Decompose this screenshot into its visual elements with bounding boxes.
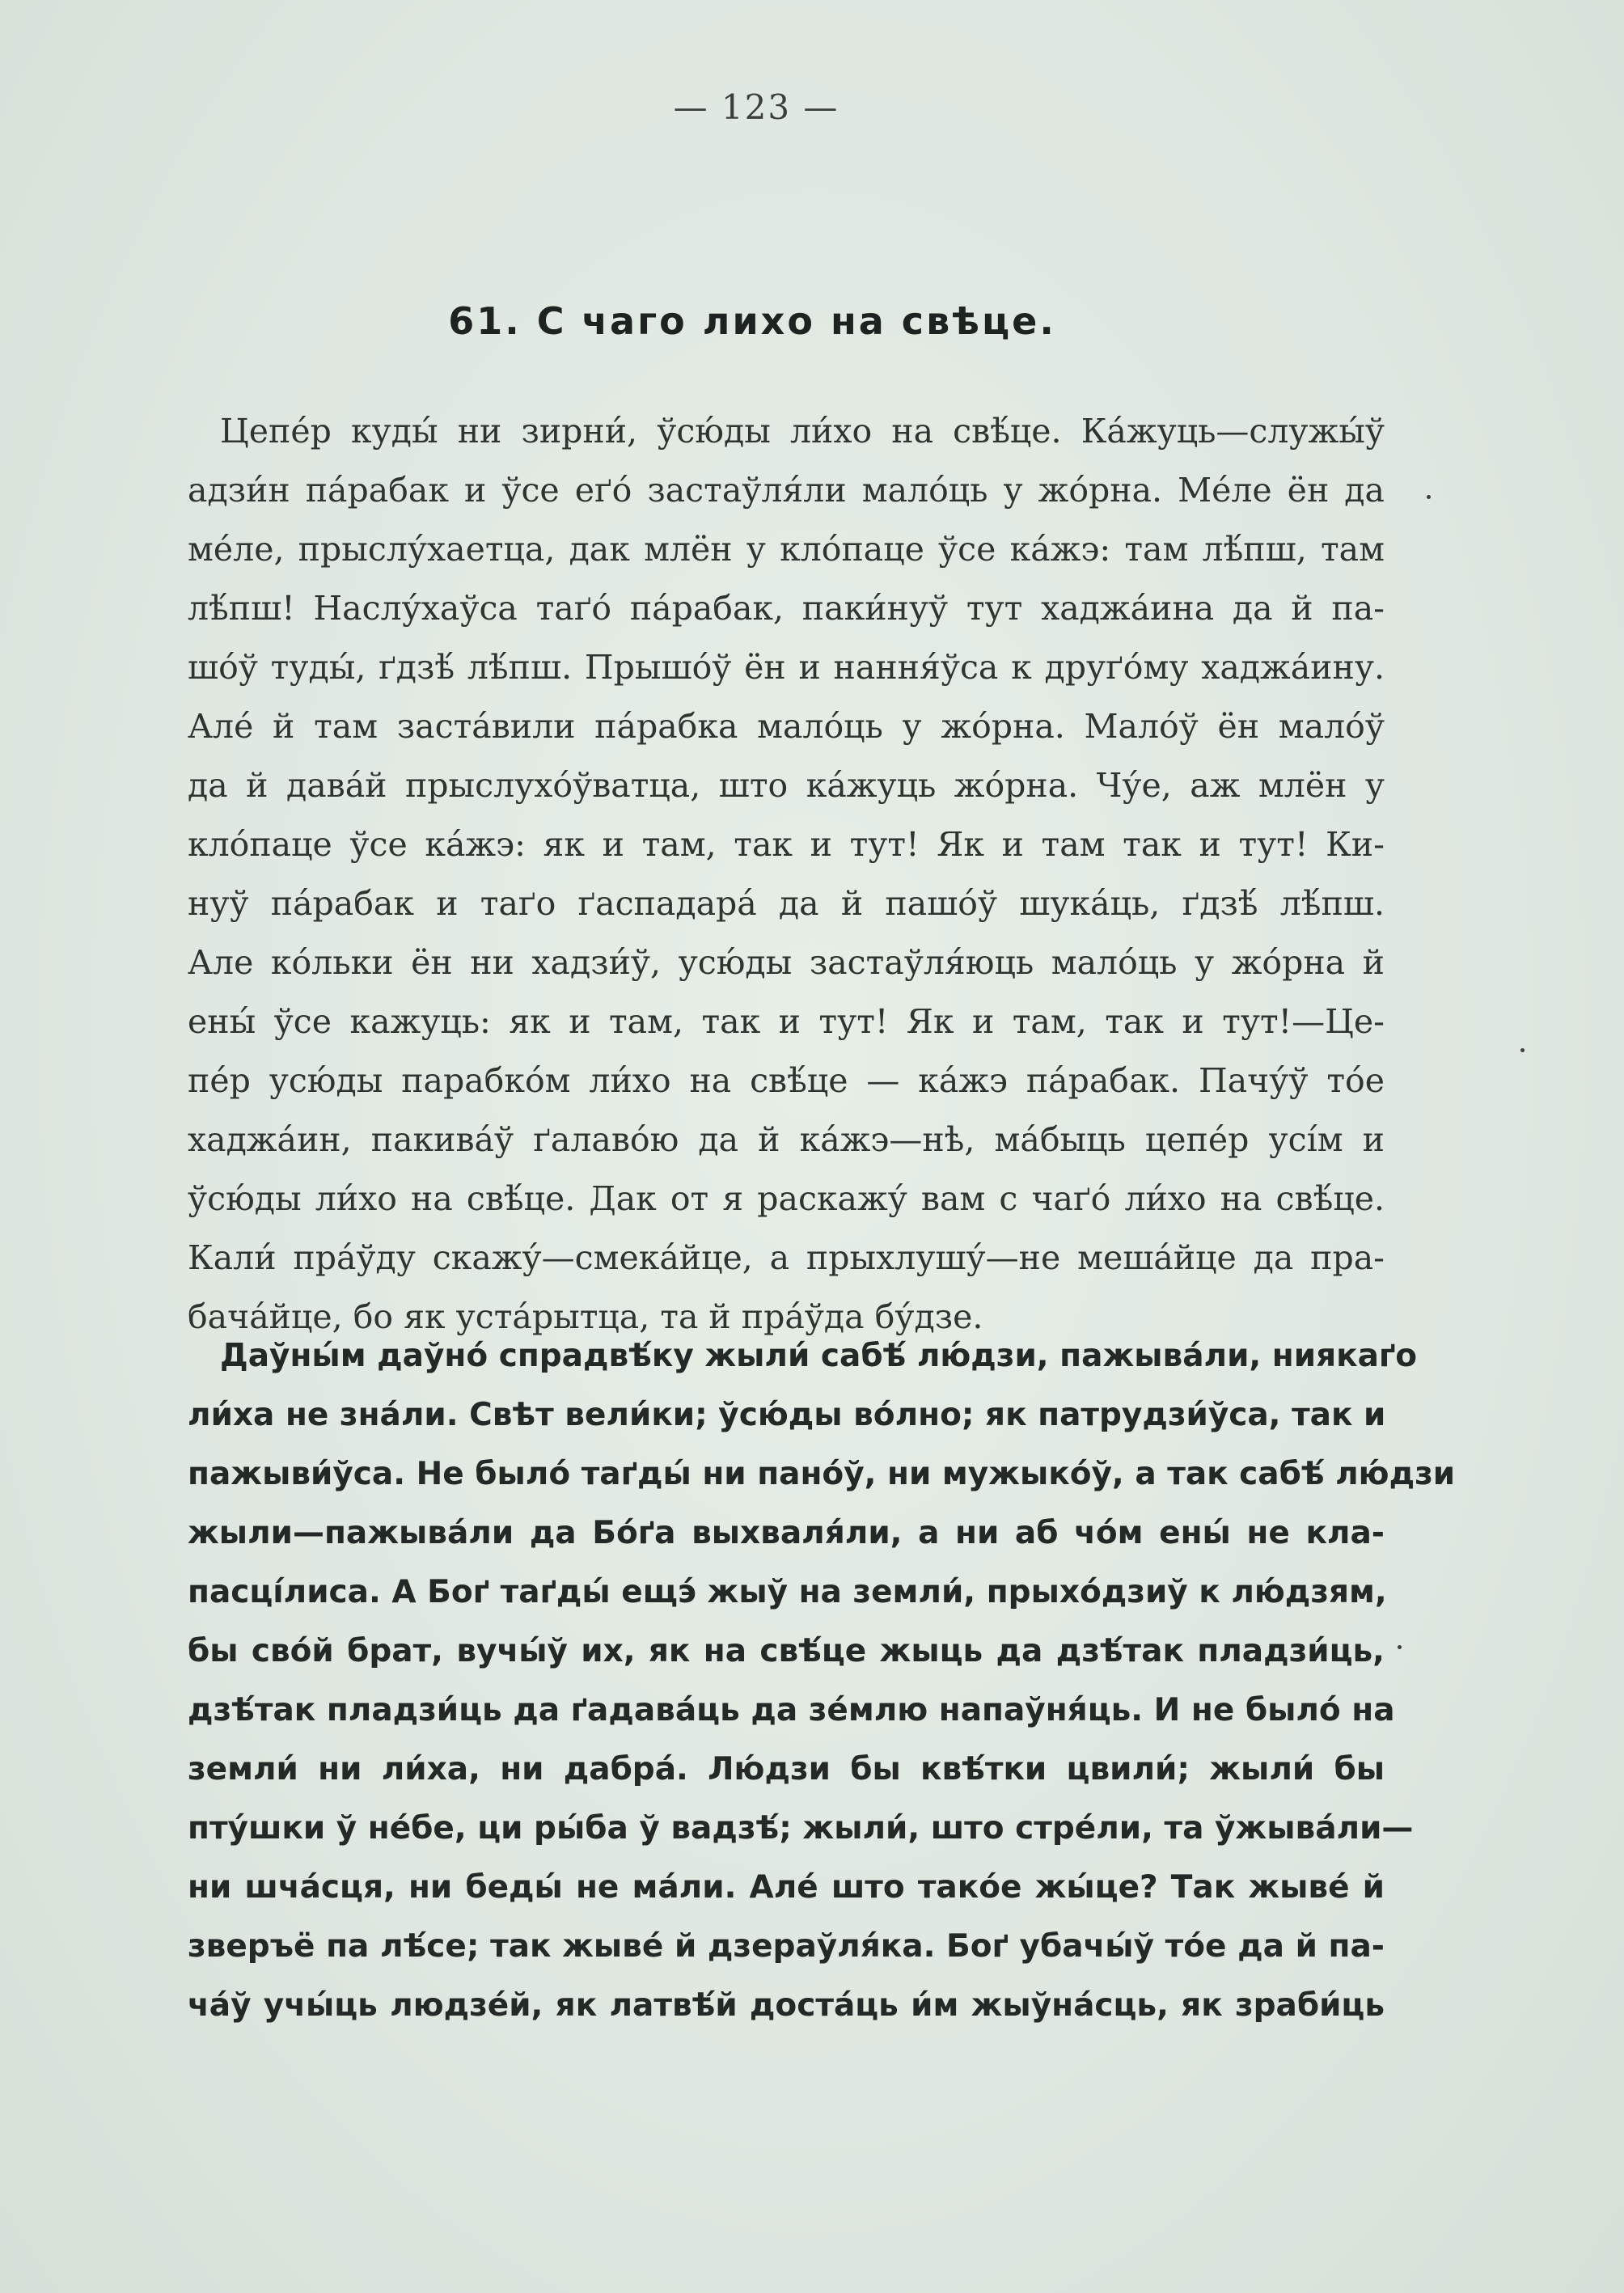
text-line: адзи́н па́рабак и ўсе еґо́ застаўля́ли мало́ць у жо́рна. Ме́ле ён да <box>188 471 1385 510</box>
text-line: земли́ ни ли́ха, ни дабра́. Лю́дзи бы квѣ́тки цвили́; жыли́ бы <box>188 1751 1385 1787</box>
text-line: пе́р усю́ды парабко́м ли́хо на свѣ́це — ка́жэ па́рабак. Пачу́ў то́е <box>188 1061 1385 1100</box>
ink-speck <box>1398 1645 1402 1649</box>
text-line: шо́ў туды́, ґдзѣ́ лѣ́пш. Прышо́ў ён и нання́ўса к друґо́му хаджа́ину. <box>188 648 1385 687</box>
text-line: ме́ле, прыслу́хаетца, дак млён у кло́паце ўсе ка́жэ: там лѣ́пш, там <box>188 530 1385 569</box>
text-line: пту́шки ў не́бе, ци ры́ба ў вадзѣ́; жыли́, што стре́ли, та ўжыва́ли— <box>188 1810 1414 1847</box>
paragraph-1 <box>188 402 1385 1347</box>
text-line: дзѣ́так пладзи́ць да ґадава́ць да зе́млю напаўня́ць. И не было́ на <box>188 1692 1395 1728</box>
text-line: бача́йце, бо як уста́рытца, та й пра́ўда бу́дзе. <box>188 1297 983 1336</box>
ink-speck <box>1520 1048 1525 1052</box>
text-line: лѣ́пш! Наслу́хаўса таґо́ па́рабак, паки́нуў тут хаджа́ина да й па- <box>188 589 1385 628</box>
text-line: жыли—пажыва́ли да Бо́ґа выхваля́ли, а ни аб чо́м ены́ не кла- <box>188 1515 1385 1551</box>
text-line: кло́паце ўсе ка́жэ: як и там, так и тут! Як и там так и тут! Ки- <box>188 825 1385 864</box>
text-line: Але́ й там заста́вили па́рабка мало́ць у жо́рна. Мало́ў ён мало́ў <box>188 707 1385 746</box>
text-line: ўсю́ды ли́хо на свѣ́це. Дак от я раскажу́ вам с чаґо́ ли́хо на свѣ́це. <box>188 1179 1385 1218</box>
text-line: хаджа́ин, пакива́ў ґалаво́ю да й ка́жэ—нѣ, ма́быць цепе́р усі́м и <box>188 1120 1385 1159</box>
text-line: Кали́ пра́ўду скажу́—смека́йце, а прыхлушу́—не меша́йце да пра- <box>188 1238 1385 1277</box>
text-line: зверъё па лѣ́се; так жыве́ й дзераўля́ка. Боґ убачы́ў то́е да й па- <box>188 1928 1385 1965</box>
ink-speck <box>1427 495 1431 499</box>
text-line: ли́ха не зна́ли. Свѣт вели́ки; ўсю́ды во́лно; як патрудзи́ўса, так и <box>188 1397 1386 1433</box>
text-line: бы сво́й брат, вучы́ў их, як на свѣ́це жыць да дзѣ́так пладзи́ць, <box>188 1633 1385 1669</box>
story-title: 61. С чаго лихо на свѣце. <box>448 299 1056 343</box>
text-line: Цепе́р куды́ ни зирни́, ўсю́ды ли́хо на свѣ́це. Ка́жуць—служы́ў <box>220 412 1385 451</box>
text-line: ены́ ўсе кажуць: як и там, так и тут! Як и там, так и тут!—Це- <box>188 1002 1385 1041</box>
text-line: Даўны́м даўно́ спрадвѣ́ку жыли́ сабѣ́ лю́дзи, пажыва́ли, ниякаґо <box>220 1338 1418 1374</box>
text-line: ни шча́сця, ни беды́ не ма́ли. Але́ што тако́е жы́це? Так жыве́ й <box>188 1869 1385 1906</box>
text-line: Але ко́льки ён ни хадзи́ў, усю́ды застаўля́юць мало́ць у жо́рна й <box>188 943 1385 982</box>
page-number: — 123 — <box>673 87 839 127</box>
text-line: ча́ў учы́ць людзе́й, як латвѣ́й доста́ць и́м жыўна́сць, як зраби́ць <box>188 1987 1385 2024</box>
text-line: пасці́лиса. А Боґ таґды́ ещэ́ жыў на земли́, прыхо́дзиў к лю́дзям, <box>188 1574 1387 1610</box>
text-line: пажыви́ўса. Не было́ таґды́ ни пано́ў, ни мужыко́ў, а так сабѣ́ лю́дзи <box>188 1456 1456 1492</box>
paragraph-2 <box>188 1326 1456 2035</box>
text-line: да й дава́й прыслухо́ўватца, што ка́жуць жо́рна. Чу́е, аж млён у <box>188 766 1385 805</box>
text-line: нуў па́рабак и таґо ґаспадара́ да й пашо́ў шука́ць, ґдзѣ́ лѣ́пш. <box>188 884 1385 923</box>
